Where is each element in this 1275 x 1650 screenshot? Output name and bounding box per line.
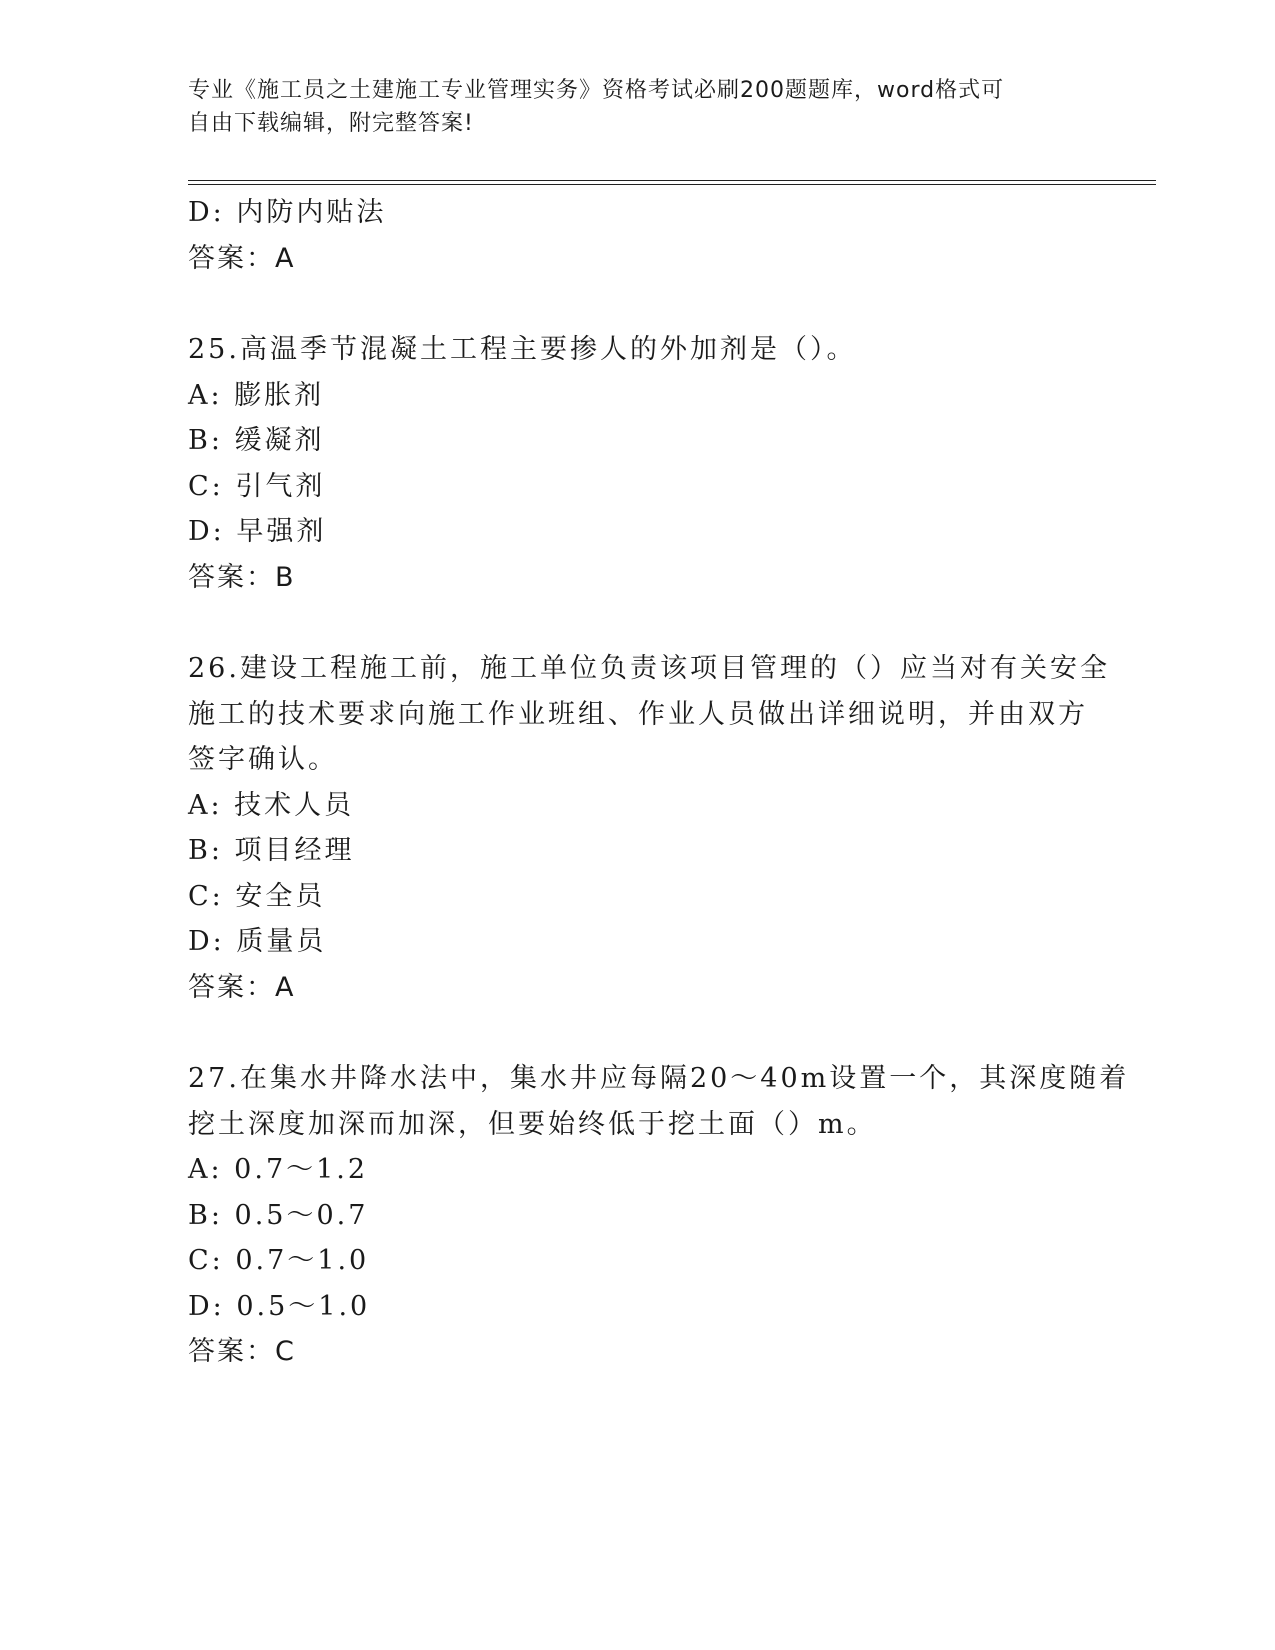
question-text-line-3: 签字确认。 xyxy=(188,744,338,775)
option-b: B: 缓凝剂 xyxy=(188,425,325,456)
option-d: D: 早强剂 xyxy=(188,516,327,547)
spacer xyxy=(188,281,1088,327)
question-26 xyxy=(188,646,1110,1010)
header-divider xyxy=(188,180,1156,185)
spacer xyxy=(188,600,1088,646)
question-list xyxy=(188,190,1130,1375)
option-d: D: 0.5～1.0 xyxy=(188,1290,371,1322)
option-a: A: 0.7～1.2 xyxy=(188,1154,369,1185)
option-d: D: 内防内贴法 xyxy=(188,197,387,228)
document-header xyxy=(188,74,1068,140)
question-text-line-1: 26.建设工程施工前，施工单位负责该项目管理的（）应当对有关安全 xyxy=(188,653,1110,684)
header-line-2: 自由下载编辑，附完整答案! xyxy=(188,111,474,136)
question-25 xyxy=(188,327,1088,600)
option-a: A: 技术人员 xyxy=(188,789,355,821)
question-text-line-2: 施工的技术要求向施工作业班组、作业人员做出详细说明，并由双方 xyxy=(188,698,1088,730)
question-27 xyxy=(188,1056,1130,1375)
option-a: A: 膨胀剂 xyxy=(188,379,325,411)
answer-label: 答案：A xyxy=(188,971,296,1003)
question-24-tail xyxy=(188,190,1088,281)
option-d: D: 质量员 xyxy=(188,926,327,957)
option-b: B: 项目经理 xyxy=(188,835,355,866)
question-text-line-1: 27.在集水井降水法中，集水井应每隔20～40m设置一个，其深度随着 xyxy=(188,1063,1130,1094)
answer-label: 答案：C xyxy=(188,1336,296,1367)
header-line-1: 专业《施工员之土建施工专业管理实务》资格考试必刷200题题库，word格式可 xyxy=(188,78,1005,103)
option-c: C: 安全员 xyxy=(188,880,326,912)
option-c: C: 引气剂 xyxy=(188,470,326,502)
spacer xyxy=(188,1010,1088,1056)
question-text: 25.高温季节混凝土工程主要掺人的外加剂是（）。 xyxy=(188,334,857,365)
option-b: B: 0.5～0.7 xyxy=(188,1199,369,1231)
answer-label: 答案：A xyxy=(188,242,296,274)
option-c: C: 0.7～1.0 xyxy=(188,1245,370,1276)
answer-label: 答案：B xyxy=(188,561,296,593)
question-text-line-2: 挖土深度加深而加深，但要始终低于挖土面（）m。 xyxy=(188,1108,877,1140)
